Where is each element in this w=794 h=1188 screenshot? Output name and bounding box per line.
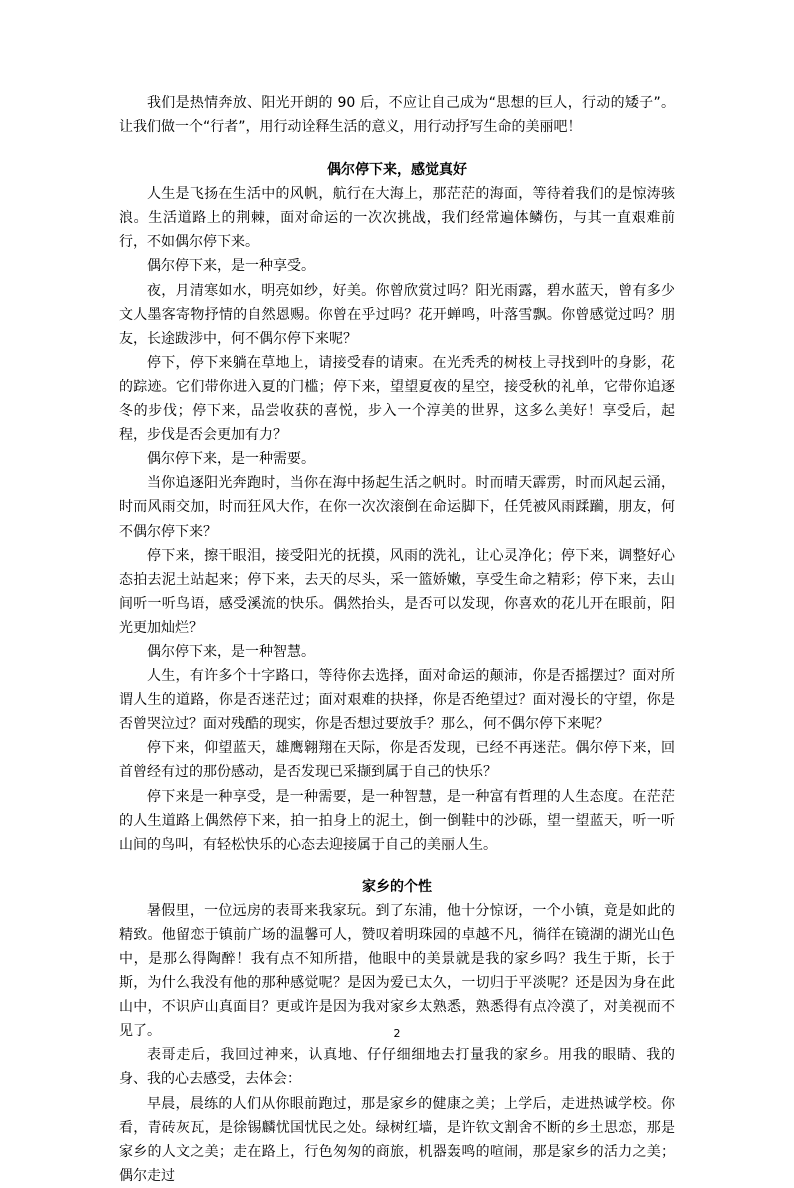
essay1-paragraph-6: 当你追逐阳光奔跑时，当你在海中扬起生活之帆时。时而晴天霹雳，时而风起云涌，时而风雨交加，时而狂风大作，在你一次次滚倒在命运脚下，任凭被风雨蹂躏，朋友，何不偶尔停下来？ (119, 475, 675, 540)
essay2-title: 家乡的个性 (362, 878, 432, 895)
essay1-title: 偶尔停下来，感觉真好 (327, 162, 467, 179)
essay1-paragraph-5: 偶尔停下来，是一种需要。 (147, 451, 315, 468)
essay1-paragraph-1: 人生是飞扬在生活中的风帆，航行在大海上，那茫茫的海面，等待着我们的是惊涛骇浪。生活道路上的荆棘，面对命运的一次次挑战，我们经常遍体鳞伤，与其一直艰难前行，不如偶尔停下来。 (119, 186, 675, 251)
intro-paragraph-1: 我们是热情奔放、阳光开朗的 90 后，不应让自己成为“思想的巨人，行动的矮子”。让我们做一个“行者”，用行动诠释生活的意义，用行动抒写生命的美丽吧！ (119, 95, 675, 136)
essay1-paragraph-7: 停下来，擦干眼泪，接受阳光的抚摸，风雨的洗礼，让心灵净化；停下来，调整好心态拍去泥土站起来；停下来，去天的尽头，采一篮娇嫩，享受生命之精彩；停下来，去山间听一听鸟语，感受溪流的快乐。偶然抬头，是否可以发现，你喜欢的花儿开在眼前，阳光更加灿烂？ (119, 547, 675, 636)
page-number: 2 (393, 1027, 401, 1040)
essay2-paragraph-3: 早晨，晨练的人们从你眼前跑过，那是家乡的健康之美；上学后，走进热诚学校。你看，青砖灰瓦，是徐锡麟忧国忧民之处。绿树红墙，是许钦文割舍不断的乡土思恋，那是家乡的人文之美；走在路上，行色匆匆的商旅，机器轰鸣的喧闹，那是家乡的活力之美；偶尔走过 (119, 1095, 675, 1184)
essay1-paragraph-11: 停下来是一种享受，是一种需要，是一种智慧，是一种富有哲理的人生态度。在茫茫的人生道路上偶然停下来，拍一拍身上的泥土，倒一倒鞋中的沙砾，望一望蓝天，听一听山间的鸟叫，有轻松快乐的心态去迎接属于自己的美丽人生。 (119, 788, 675, 853)
essay2-paragraph-1: 暑假里，一位远房的表哥来我家玩。到了东浦，他十分惊讶，一个小镇，竟是如此的精致。他留恋于镇前广场的温馨可人，赞叹着明珠园的卓越不凡，徜徉在镜湖的湖光山色中，是那么得陶醉！我有点不知所措，他眼中的美景就是我的家乡吗？我生于斯，长于斯，为什么我没有他的那种感觉呢？是因为爱已太久，一切归于平淡呢？还是因为身在此山中，不识庐山真面目？更或许是因为我对家乡太熟悉，熟悉得有点冷漠了，对美视而不见了。 (119, 902, 675, 1040)
essay1-paragraph-3: 夜，月清寒如水，明亮如纱，好美。你曾欣赏过吗？阳光雨露，碧水蓝天，曾有多少文人墨客寄物抒情的自然恩赐。你曾在乎过吗？花开蝉鸣，叶落雪飘。你曾感觉过吗？朋友，长途跋涉中，何不偶尔停下来呢？ (119, 282, 675, 347)
essay1-paragraph-4: 停下，停下来躺在草地上，请接受春的请柬。在光秃秃的树枝上寻找到叶的身影，花的踪迹。它们带你进入夏的门槛；停下来，望望夏夜的星空，接受秋的礼单，它带你追逐冬的步伐；停下来，品尝收获的喜悦，步入一个淳美的世界，这多么美好！享受后，起程，步伐是否会更加有力？ (119, 354, 675, 444)
page-content (119, 91, 675, 1188)
essay2-paragraph-2: 表哥走后，我回过神来，认真地、仔仔细细地去打量我的家乡。用我的眼睛、我的身、我的心去感受，去体会： (119, 1047, 675, 1088)
essay1-paragraph-8: 偶尔停下来，是一种智慧。 (147, 643, 315, 660)
essay1-paragraph-2: 偶尔停下来，是一种享受。 (147, 258, 315, 275)
essay1-paragraph-9: 人生，有许多个十字路口，等待你去选择，面对命运的颠沛，你是否摇摆过？面对所谓人生的道路，你是否迷茫过；面对艰难的抉择，你是否绝望过？面对漫长的守望，你是否曾哭泣过？面对残酷的现实，你是否想过要放手？那么，何不偶尔停下来呢？ (119, 668, 675, 733)
essay1-paragraph-10: 停下来，仰望蓝天，雄鹰翱翔在天际，你是否发现，已经不再迷茫。偶尔停下来，回首曾经有过的那份感动，是否发现已采撷到属于自己的快乐？ (119, 740, 675, 781)
